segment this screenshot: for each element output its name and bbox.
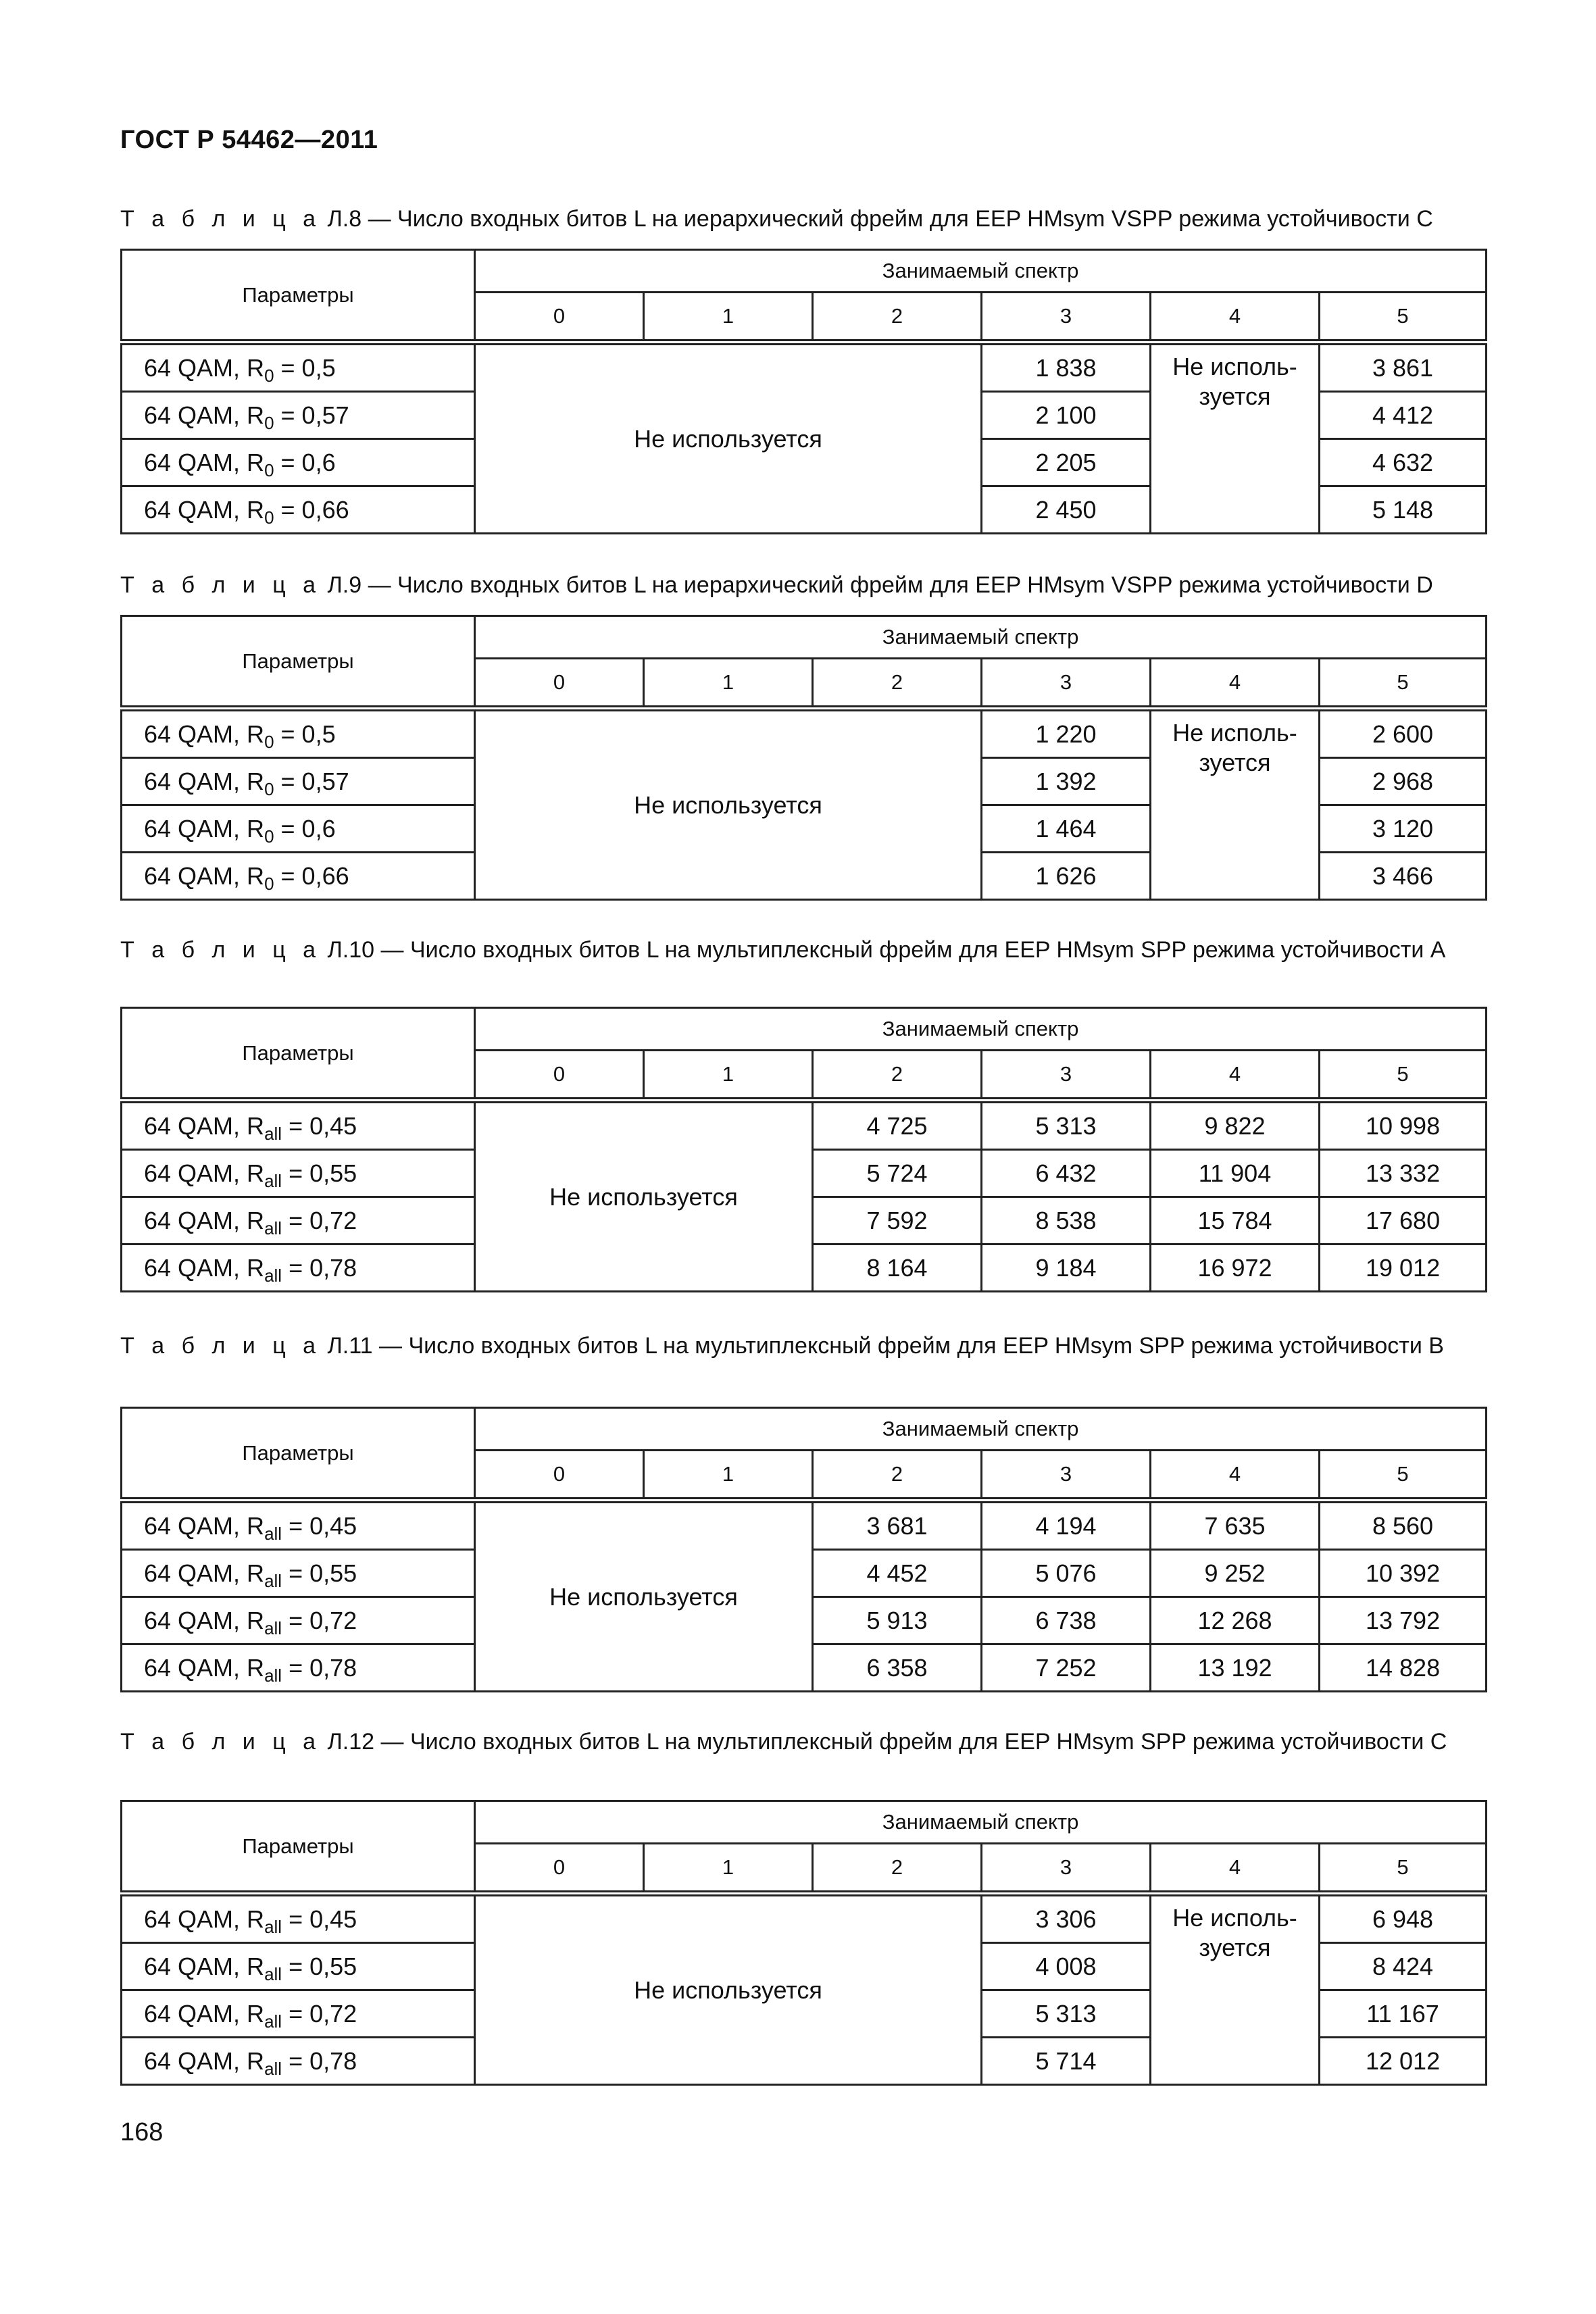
col-header: 3 — [982, 659, 1151, 709]
table-title: Л.12 — Число входных битов L на мультиплексный фрейм для EEP HMsym SPP режима устойчивости C — [321, 1729, 1447, 1755]
param-cell: 64 QAM, $R_{all} = 0,78$ — [122, 1244, 475, 1292]
value-cell: 17 680 — [1320, 1197, 1487, 1244]
table-caption — [120, 1726, 1485, 1758]
not-used-cell: Не используется — [475, 1894, 982, 2085]
value-cell: 13 192 — [1151, 1644, 1320, 1692]
value-cell: 8 164 — [813, 1244, 982, 1292]
value-cell: 2 100 — [982, 392, 1151, 439]
value-cell: 4 412 — [1320, 392, 1487, 439]
data-table — [120, 615, 1487, 901]
col-header: 3 — [982, 1051, 1151, 1101]
value-cell: 4 632 — [1320, 439, 1487, 486]
data-table — [120, 1407, 1487, 1692]
value-cell: 3 306 — [982, 1894, 1151, 1943]
value-cell: 5 313 — [982, 1990, 1151, 2038]
not-used-cell: Не используется — [475, 1101, 813, 1292]
param-cell: 64 QAM, $R_0 = 0,6$ — [122, 439, 475, 486]
param-cell: 64 QAM, $R_0 = 0,5$ — [122, 343, 475, 392]
value-cell: 3 466 — [1320, 853, 1487, 900]
value-cell: 5 724 — [813, 1150, 982, 1197]
spectrum-header: Занимаемый спектр — [475, 616, 1487, 659]
col-header: 2 — [813, 659, 982, 709]
col-header: 0 — [475, 1451, 644, 1501]
table-title: Л.9 — Число входных битов L на иерархический фрейм для EEP HMsym VSPP режима устойчивости D — [321, 572, 1433, 598]
table-caption — [120, 569, 1485, 601]
value-cell: 2 600 — [1320, 709, 1487, 758]
col-header: 3 — [982, 1844, 1151, 1894]
value-cell: 8 424 — [1320, 1943, 1487, 1990]
value-cell: 1 220 — [982, 709, 1151, 758]
not-used-cell: Не исполь- зуется — [1151, 343, 1320, 534]
data-table — [120, 1007, 1487, 1292]
value-cell: 10 998 — [1320, 1101, 1487, 1150]
col-header: 2 — [813, 1844, 982, 1894]
table-row — [122, 709, 1487, 758]
col-header: 5 — [1320, 1051, 1487, 1101]
value-cell: 2 450 — [982, 486, 1151, 534]
param-cell: 64 QAM, $R_{all} = 0,72$ — [122, 1197, 475, 1244]
param-cell: 64 QAM, $R_{all} = 0,55$ — [122, 1150, 475, 1197]
col-header: 0 — [475, 1051, 644, 1101]
value-cell: 5 076 — [982, 1550, 1151, 1597]
col-header: 1 — [644, 659, 813, 709]
value-cell: 6 948 — [1320, 1894, 1487, 1943]
value-cell: 3 120 — [1320, 805, 1487, 853]
param-cell: 64 QAM, $R_0 = 0,57$ — [122, 392, 475, 439]
col-header: 1 — [644, 1051, 813, 1101]
col-header: 4 — [1151, 1051, 1320, 1101]
value-cell: 2 968 — [1320, 758, 1487, 805]
value-cell: 4 452 — [813, 1550, 982, 1597]
col-header: 2 — [813, 1451, 982, 1501]
col-header: 1 — [644, 1451, 813, 1501]
value-cell: 6 432 — [982, 1150, 1151, 1197]
col-header: 0 — [475, 1844, 644, 1894]
table-caption — [120, 203, 1485, 235]
not-used-cell: Не исполь- зуется — [1151, 709, 1320, 900]
param-cell: 64 QAM, $R_0 = 0,66$ — [122, 853, 475, 900]
spectrum-header: Занимаемый спектр — [475, 1408, 1487, 1451]
value-cell: 4 194 — [982, 1501, 1151, 1550]
value-cell: 4 725 — [813, 1101, 982, 1150]
spectrum-header: Занимаемый спектр — [475, 1801, 1487, 1844]
table-caption — [120, 1330, 1485, 1362]
value-cell: 19 012 — [1320, 1244, 1487, 1292]
param-header: Параметры — [122, 616, 475, 709]
value-cell: 8 538 — [982, 1197, 1151, 1244]
col-header: 3 — [982, 293, 1151, 343]
col-header: 1 — [644, 1844, 813, 1894]
param-cell: 64 QAM, $R_{all} = 0,55$ — [122, 1943, 475, 1990]
col-header: 4 — [1151, 293, 1320, 343]
table-label: Т а б л и ц а — [120, 937, 322, 963]
value-cell: 7 252 — [982, 1644, 1151, 1692]
param-cell: 64 QAM, $R_{all} = 0,78$ — [122, 2038, 475, 2085]
value-cell: 6 738 — [982, 1597, 1151, 1644]
param-cell: 64 QAM, $R_0 = 0,6$ — [122, 805, 475, 853]
col-header: 0 — [475, 293, 644, 343]
param-cell: 64 QAM, $R_{all} = 0,45$ — [122, 1101, 475, 1150]
value-cell: 4 008 — [982, 1943, 1151, 1990]
value-cell: 10 392 — [1320, 1550, 1487, 1597]
not-used-cell: Не используется — [475, 1501, 813, 1692]
col-header: 5 — [1320, 1451, 1487, 1501]
table-row — [122, 1501, 1487, 1550]
table-label: Т а б л и ц а — [120, 1729, 322, 1755]
param-cell: 64 QAM, $R_{all} = 0,55$ — [122, 1550, 475, 1597]
data-table — [120, 249, 1487, 534]
value-cell: 11 167 — [1320, 1990, 1487, 2038]
col-header: 2 — [813, 293, 982, 343]
value-cell: 9 184 — [982, 1244, 1151, 1292]
col-header: 4 — [1151, 1844, 1320, 1894]
value-cell: 5 913 — [813, 1597, 982, 1644]
table-row — [122, 1101, 1487, 1150]
param-cell: 64 QAM, $R_{all} = 0,78$ — [122, 1644, 475, 1692]
value-cell: 15 784 — [1151, 1197, 1320, 1244]
col-header: 0 — [475, 659, 644, 709]
table-row — [122, 1894, 1487, 1943]
page-number: 168 — [120, 2118, 164, 2146]
value-cell: 7 592 — [813, 1197, 982, 1244]
value-cell: 16 972 — [1151, 1244, 1320, 1292]
not-used-cell: Не исполь- зуется — [1151, 1894, 1320, 2085]
value-cell: 1 392 — [982, 758, 1151, 805]
param-cell: 64 QAM, $R_0 = 0,57$ — [122, 758, 475, 805]
param-header: Параметры — [122, 1408, 475, 1501]
spectrum-header: Занимаемый спектр — [475, 1008, 1487, 1051]
table-title: Л.8 — Число входных битов L на иерархический фрейм для EEP HMsym VSPP режима устойчивости C — [321, 206, 1433, 232]
value-cell: 9 252 — [1151, 1550, 1320, 1597]
table-title: Л.11 — Число входных битов L на мультиплексный фрейм для EEP HMsym SPP режима устойчивости B — [321, 1333, 1444, 1359]
col-header: 2 — [813, 1051, 982, 1101]
value-cell: 13 332 — [1320, 1150, 1487, 1197]
param-cell: 64 QAM, $R_{all} = 0,45$ — [122, 1894, 475, 1943]
value-cell: 3 861 — [1320, 343, 1487, 392]
table-title: Л.10 — Число входных битов L на мультиплексный фрейм для EEP HMsym SPP режима устойчивости A — [321, 937, 1446, 963]
param-cell: 64 QAM, $R_{all} = 0,72$ — [122, 1597, 475, 1644]
param-cell: 64 QAM, $R_{all} = 0,45$ — [122, 1501, 475, 1550]
col-header: 4 — [1151, 1451, 1320, 1501]
spectrum-header: Занимаемый спектр — [475, 250, 1487, 293]
table-label: Т а б л и ц а — [120, 1333, 322, 1359]
value-cell: 5 714 — [982, 2038, 1151, 2085]
not-used-cell: Не используется — [475, 343, 982, 534]
value-cell: 14 828 — [1320, 1644, 1487, 1692]
value-cell: 2 205 — [982, 439, 1151, 486]
value-cell: 13 792 — [1320, 1597, 1487, 1644]
not-used-cell: Не используется — [475, 709, 982, 900]
value-cell: 1 464 — [982, 805, 1151, 853]
col-header: 3 — [982, 1451, 1151, 1501]
value-cell: 12 012 — [1320, 2038, 1487, 2085]
param-cell: 64 QAM, $R_0 = 0,66$ — [122, 486, 475, 534]
value-cell: 5 148 — [1320, 486, 1487, 534]
value-cell: 9 822 — [1151, 1101, 1320, 1150]
table-caption — [120, 934, 1485, 966]
col-header: 5 — [1320, 293, 1487, 343]
param-header: Параметры — [122, 1801, 475, 1894]
value-cell: 5 313 — [982, 1101, 1151, 1150]
col-header: 5 — [1320, 659, 1487, 709]
table-label: Т а б л и ц а — [120, 206, 322, 232]
param-header: Параметры — [122, 1008, 475, 1101]
value-cell: 3 681 — [813, 1501, 982, 1550]
param-cell: 64 QAM, $R_{all} = 0,72$ — [122, 1990, 475, 2038]
param-header: Параметры — [122, 250, 475, 343]
value-cell: 7 635 — [1151, 1501, 1320, 1550]
value-cell: 1 626 — [982, 853, 1151, 900]
value-cell: 12 268 — [1151, 1597, 1320, 1644]
col-header: 4 — [1151, 659, 1320, 709]
value-cell: 1 838 — [982, 343, 1151, 392]
table-row — [122, 343, 1487, 392]
document-header: ГОСТ Р 54462—2011 — [120, 126, 378, 154]
param-cell: 64 QAM, $R_0 = 0,5$ — [122, 709, 475, 758]
value-cell: 6 358 — [813, 1644, 982, 1692]
value-cell: 8 560 — [1320, 1501, 1487, 1550]
table-label: Т а б л и ц а — [120, 572, 322, 598]
col-header: 5 — [1320, 1844, 1487, 1894]
col-header: 1 — [644, 293, 813, 343]
data-table — [120, 1800, 1487, 2086]
value-cell: 11 904 — [1151, 1150, 1320, 1197]
